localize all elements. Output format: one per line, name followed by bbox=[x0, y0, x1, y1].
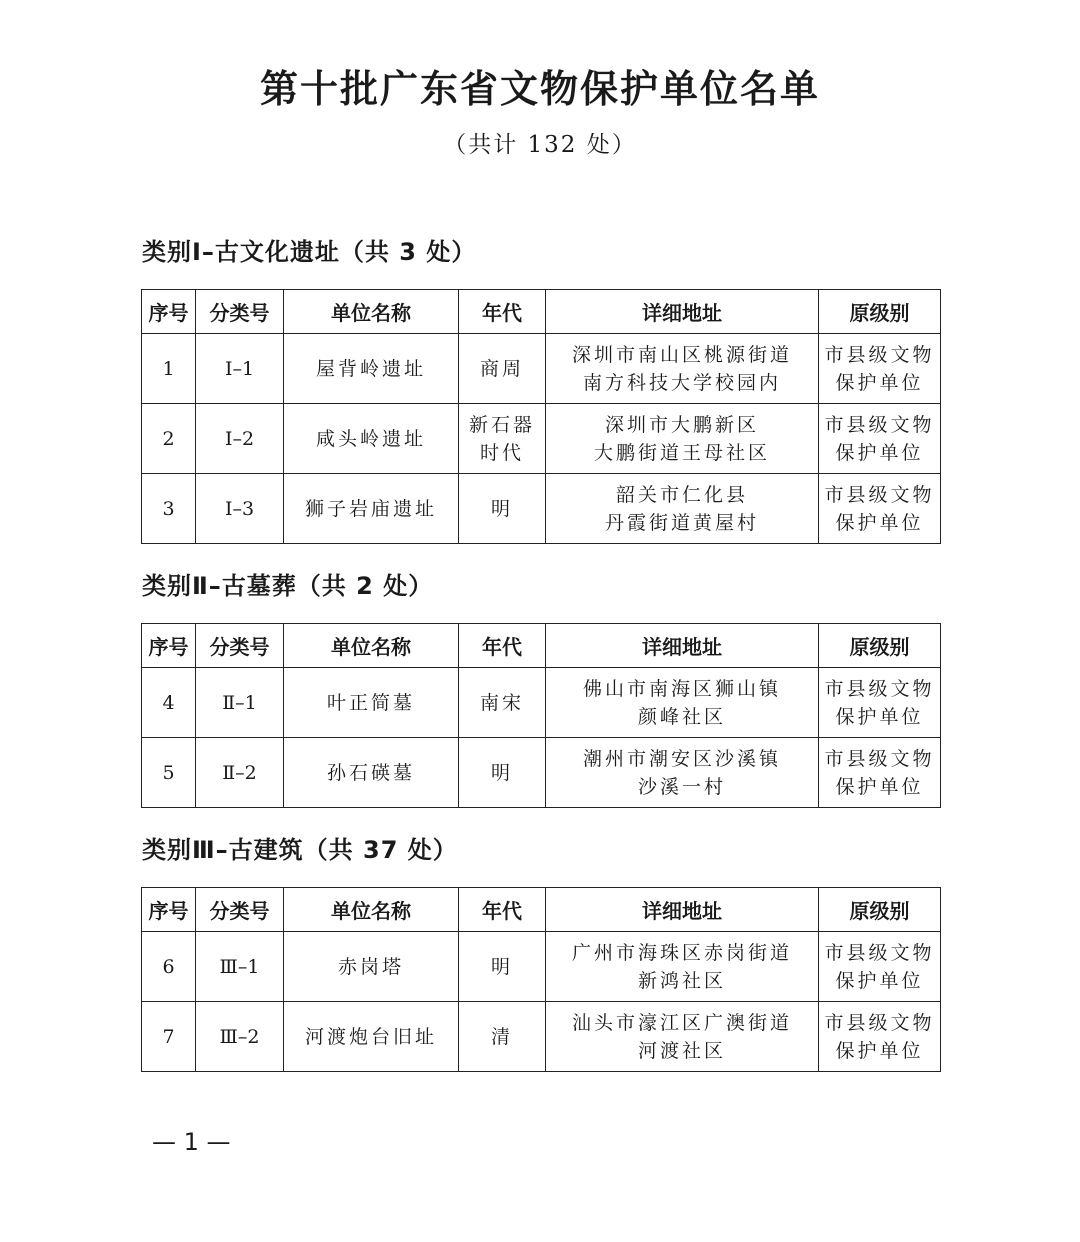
cell-code: Ⅰ–1 bbox=[196, 334, 284, 404]
cell-code: Ⅲ–2 bbox=[196, 1002, 284, 1072]
cell-level-line: 保护单位 bbox=[835, 775, 924, 798]
cell-level-line: 保护单位 bbox=[835, 441, 924, 464]
cell-name: 孙石碤墓 bbox=[284, 738, 459, 808]
cell-level bbox=[819, 404, 941, 474]
cell-address-line: 大鹏街道王母社区 bbox=[593, 441, 770, 464]
cell-seq: 3 bbox=[142, 474, 196, 544]
category-heading: 类别Ⅱ–古墓葬（共 2 处） bbox=[142, 572, 434, 600]
cell-era-line: 时代 bbox=[479, 441, 524, 464]
cell-address-line: 广州市海珠区赤岗街道 bbox=[571, 941, 792, 964]
cell-address-line: 韶关市仁化县 bbox=[615, 483, 748, 506]
cell-address bbox=[546, 334, 819, 404]
header-col-seq: 序号 bbox=[142, 624, 196, 668]
cell-address-line: 佛山市南海区狮山镇 bbox=[582, 677, 781, 700]
header-col-era: 年代 bbox=[459, 624, 546, 668]
header-col-code: 分类号 bbox=[196, 888, 284, 932]
header-col-address: 详细地址 bbox=[546, 624, 819, 668]
cell-address-line: 南方科技大学校园内 bbox=[582, 371, 781, 394]
cell-address-line: 沙溪一村 bbox=[637, 775, 726, 798]
cell-name: 屋背岭遗址 bbox=[284, 334, 459, 404]
table-header-row bbox=[142, 624, 941, 668]
cell-level bbox=[819, 1002, 941, 1072]
cell-era-line: 明 bbox=[490, 761, 513, 784]
header-col-era: 年代 bbox=[459, 290, 546, 334]
header-col-name: 单位名称 bbox=[284, 624, 459, 668]
cell-level-line: 保护单位 bbox=[835, 371, 924, 394]
cell-level bbox=[819, 668, 941, 738]
cell-code: Ⅰ–3 bbox=[196, 474, 284, 544]
header-col-seq: 序号 bbox=[142, 290, 196, 334]
page-number: — 1 — bbox=[152, 1128, 231, 1156]
cell-name: 狮子岩庙遗址 bbox=[284, 474, 459, 544]
cell-address-line: 新鸿社区 bbox=[637, 969, 726, 992]
cell-address-line: 丹霞街道黄屋村 bbox=[604, 511, 759, 534]
cell-code: Ⅲ–1 bbox=[196, 932, 284, 1002]
category-heading: 类别Ⅰ–古文化遗址（共 3 处） bbox=[142, 238, 477, 266]
page-title: 第十批广东省文物保护单位名单 bbox=[259, 66, 820, 111]
cell-level-line: 市县级文物 bbox=[824, 1011, 935, 1034]
cell-code: Ⅰ–2 bbox=[196, 404, 284, 474]
cell-level-line: 保护单位 bbox=[835, 705, 924, 728]
header-col-address: 详细地址 bbox=[546, 888, 819, 932]
table-row bbox=[142, 932, 941, 1002]
cell-address-line: 深圳市南山区桃源街道 bbox=[571, 343, 792, 366]
cell-address bbox=[546, 738, 819, 808]
cell-era bbox=[459, 668, 546, 738]
cell-level-line: 市县级文物 bbox=[824, 343, 935, 366]
cell-level-line: 保护单位 bbox=[835, 969, 924, 992]
cell-era-line: 南宋 bbox=[479, 691, 524, 714]
cell-name: 河渡炮台旧址 bbox=[284, 1002, 459, 1072]
category-heading: 类别Ⅲ–古建筑（共 37 处） bbox=[142, 836, 458, 864]
cell-seq: 1 bbox=[142, 334, 196, 404]
cell-name: 咸头岭遗址 bbox=[284, 404, 459, 474]
cell-level-line: 市县级文物 bbox=[824, 747, 935, 770]
heritage-table bbox=[141, 623, 941, 808]
cell-level bbox=[819, 738, 941, 808]
cell-address bbox=[546, 932, 819, 1002]
cell-level-line: 市县级文物 bbox=[824, 941, 935, 964]
cell-level-line: 市县级文物 bbox=[824, 483, 935, 506]
cell-era bbox=[459, 404, 546, 474]
header-col-era: 年代 bbox=[459, 888, 546, 932]
table-row bbox=[142, 474, 941, 544]
cell-era bbox=[459, 738, 546, 808]
header-col-code: 分类号 bbox=[196, 290, 284, 334]
heritage-table bbox=[141, 887, 941, 1072]
cell-seq: 7 bbox=[142, 1002, 196, 1072]
table-row bbox=[142, 334, 941, 404]
cell-address-line: 汕头市濠江区广澳街道 bbox=[571, 1011, 792, 1034]
cell-era bbox=[459, 932, 546, 1002]
cell-seq: 5 bbox=[142, 738, 196, 808]
cell-address-line: 深圳市大鹏新区 bbox=[604, 413, 759, 436]
cell-seq: 2 bbox=[142, 404, 196, 474]
cell-address bbox=[546, 668, 819, 738]
cell-era bbox=[459, 1002, 546, 1072]
cell-name: 赤岗塔 bbox=[284, 932, 459, 1002]
cell-code: Ⅱ–1 bbox=[196, 668, 284, 738]
header-col-code: 分类号 bbox=[196, 624, 284, 668]
cell-level bbox=[819, 474, 941, 544]
table-header-row bbox=[142, 290, 941, 334]
header-col-address: 详细地址 bbox=[546, 290, 819, 334]
cell-code: Ⅱ–2 bbox=[196, 738, 284, 808]
cell-level bbox=[819, 932, 941, 1002]
cell-level-line: 保护单位 bbox=[835, 1039, 924, 1062]
header-col-level: 原级别 bbox=[819, 290, 941, 334]
table-row bbox=[142, 404, 941, 474]
cell-era-line: 清 bbox=[490, 1025, 513, 1048]
cell-address bbox=[546, 474, 819, 544]
cell-seq: 4 bbox=[142, 668, 196, 738]
cell-level-line: 市县级文物 bbox=[824, 413, 935, 436]
cell-name: 叶正简墓 bbox=[284, 668, 459, 738]
cell-address bbox=[546, 404, 819, 474]
page-subtitle: （共计 132 处） bbox=[443, 132, 637, 158]
cell-seq: 6 bbox=[142, 932, 196, 1002]
header-col-seq: 序号 bbox=[142, 888, 196, 932]
cell-level-line: 市县级文物 bbox=[824, 677, 935, 700]
cell-era bbox=[459, 474, 546, 544]
table-row bbox=[142, 738, 941, 808]
cell-era-line: 明 bbox=[490, 955, 513, 978]
header-col-level: 原级别 bbox=[819, 624, 941, 668]
cell-address bbox=[546, 1002, 819, 1072]
table-header-row bbox=[142, 888, 941, 932]
header-col-name: 单位名称 bbox=[284, 290, 459, 334]
cell-level-line: 保护单位 bbox=[835, 511, 924, 534]
cell-era-line: 新石器 bbox=[468, 413, 535, 436]
cell-address-line: 河渡社区 bbox=[637, 1039, 726, 1062]
cell-address-line: 潮州市潮安区沙溪镇 bbox=[582, 747, 781, 770]
cell-era-line: 明 bbox=[490, 497, 513, 520]
table-row bbox=[142, 1002, 941, 1072]
heritage-table bbox=[141, 289, 941, 544]
header-col-name: 单位名称 bbox=[284, 888, 459, 932]
table-row bbox=[142, 668, 941, 738]
cell-address-line: 颜峰社区 bbox=[637, 705, 726, 728]
header-col-level: 原级别 bbox=[819, 888, 941, 932]
cell-level bbox=[819, 334, 941, 404]
cell-era bbox=[459, 334, 546, 404]
cell-era-line: 商周 bbox=[479, 357, 524, 380]
